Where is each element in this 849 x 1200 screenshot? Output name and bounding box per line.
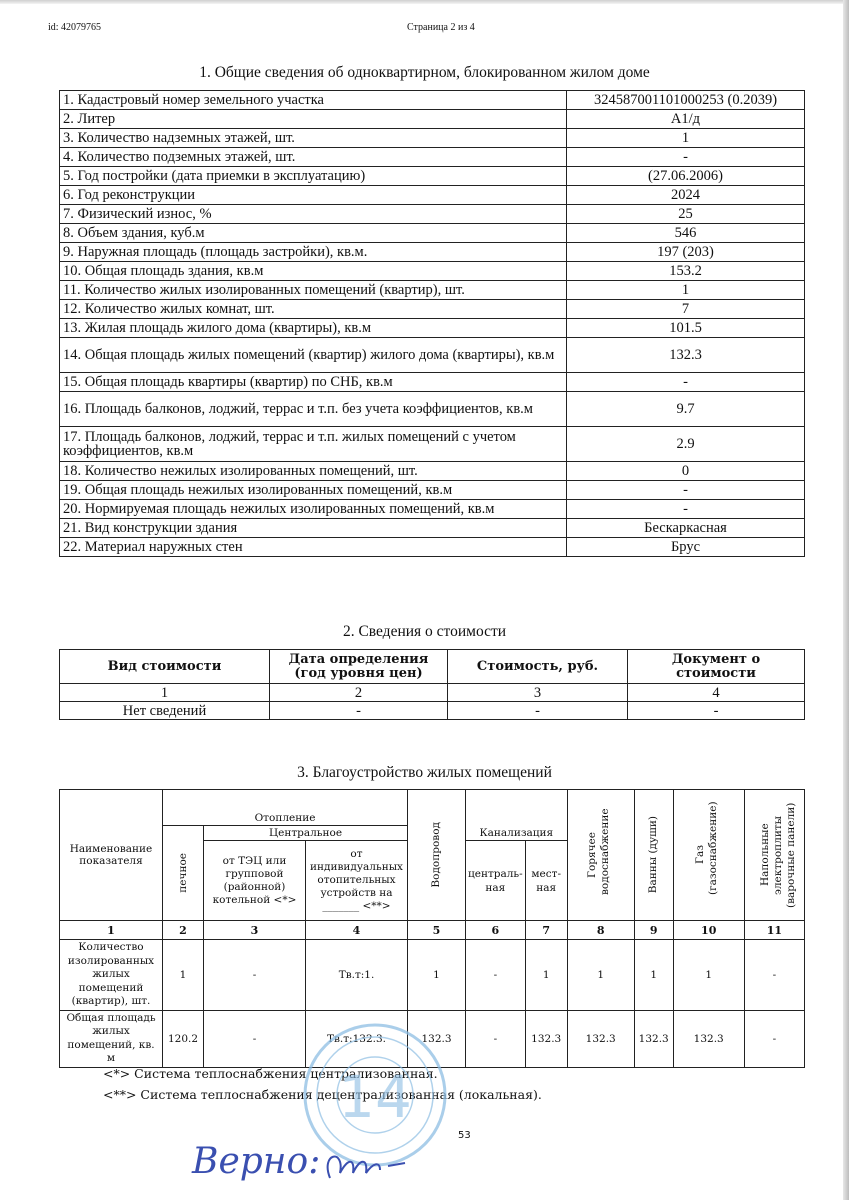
col-number: 8 [567,921,634,940]
cell: 132.3 [525,1010,567,1067]
row-label: 4. Количество подземных этажей, шт. [60,148,567,167]
row-label: 9. Наружная площадь (площадь застройки), кв.м. [60,243,567,262]
row-label: 17. Площадь балконов, лоджий, террас и т.п. жилых помещений с учетом коэффициентов, кв.м [60,427,567,462]
table-row [60,129,805,148]
table-row [60,148,805,167]
col-number: 2 [270,684,448,702]
row-value: 1 [567,129,805,148]
cell: 1 [673,940,744,1011]
table-row [60,373,805,392]
table-row [60,481,805,500]
row-label: 2. Литер [60,110,567,129]
scan-right-edge [843,0,849,1200]
table-row [60,110,805,129]
col-number: 5 [408,921,466,940]
cell: 120.2 [163,1010,204,1067]
cell: - [744,1010,804,1067]
table-row [60,281,805,300]
table-row [60,167,805,186]
row-value: 9.7 [567,392,805,427]
row-label: 14. Общая площадь жилых помещений (квартир) жилого дома (квартиры), кв.м [60,338,567,373]
document-id: id: 42079765 [48,22,102,33]
col-number: 1 [60,684,270,702]
cell: 1 [163,940,204,1011]
cost-table-header [60,650,805,684]
row-label: 5. Год постройки (дата приемки в эксплуатацию) [60,167,567,186]
row-value: (27.06.2006) [567,167,805,186]
cell: Нет сведений [60,702,270,720]
row-label: 11. Количество жилых изолированных помещений (квартир), шт. [60,281,567,300]
row-label: 7. Физический износ, % [60,205,567,224]
cell: Тв.т:1. [306,940,408,1011]
table-row [60,500,805,519]
row-value: - [567,148,805,167]
row-label: 3. Количество надземных этажей, шт. [60,129,567,148]
col-number: 6 [466,921,526,940]
col-number: 4 [306,921,408,940]
row-label: 22. Материал наружных стен [60,538,567,557]
col-header-document: Документ о стоимости [628,650,805,684]
table-row [60,462,805,481]
col-header-cost-type: Вид стоимости [60,650,270,684]
row-value: Брус [567,538,805,557]
row-label: 1. Кадастровый номер земельного участка [60,91,567,110]
col-number: 4 [628,684,805,702]
table-row [60,338,805,373]
col-header-hot-water: Горячее водоснабжение [567,790,634,921]
general-info-table [59,90,805,557]
table-row [60,392,805,427]
row-value: 25 [567,205,805,224]
cell: - [466,940,526,1011]
col-header-stove: печное [163,826,204,921]
cell: 132.3 [408,1010,466,1067]
row-label: 16. Площадь балконов, лоджий, террас и т.п. без учета коэффициентов, кв.м [60,392,567,427]
col-header-from-tec: от ТЭЦ или групповой (районной) котельной <*> [204,841,306,921]
col-number: 2 [163,921,204,940]
row-label: Общая площадь жилых помещений, кв. м [60,1010,163,1067]
row-value: 0 [567,462,805,481]
cell: - [204,1010,306,1067]
row-value: 197 (203) [567,243,805,262]
table-row [60,519,805,538]
col-header-water: Водопровод [408,790,466,921]
cell: - [744,940,804,1011]
row-label: 15. Общая площадь квартиры (квартир) по СНБ, кв.м [60,373,567,392]
row-value: 2.9 [567,427,805,462]
col-number: 11 [744,921,804,940]
cell: 1 [634,940,673,1011]
col-header-baths: Ванны (души) [634,790,673,921]
row-label: 19. Общая площадь нежилых изолированных помещений, кв.м [60,481,567,500]
table-row [60,186,805,205]
row-label: 18. Количество нежилых изолированных помещений, шт. [60,462,567,481]
row-value: 153.2 [567,262,805,281]
page-number: 53 [458,1130,471,1141]
row-value: - [567,373,805,392]
cell: 132.3 [634,1010,673,1067]
row-label: 6. Год реконструкции [60,186,567,205]
cost-table-numbers [60,684,805,702]
table-row [60,427,805,462]
row-value: А1/д [567,110,805,129]
row-value: 324587001101000253 (0.2039) [567,91,805,110]
footnote-local: <**> Система теплоснабжения децентрализованная (локальная). [103,1087,542,1102]
table-row [60,262,805,281]
col-header-sewer-central: централь-ная [466,841,526,921]
stamp-number: 14 [338,1063,412,1131]
footnote-central: <*> Система теплоснабжения централизованная. [103,1066,438,1081]
row-value: 2024 [567,186,805,205]
page-indicator: Страница 2 из 4 [407,22,475,33]
col-header-name: Наименование показателя [60,790,163,921]
section1-title: 1. Общие сведения об одноквартирном, блокированном жилом доме [199,64,650,81]
row-value: - [567,481,805,500]
col-header-sewer-local: мест-ная [525,841,567,921]
col-header-sewerage: Канализация [466,790,568,841]
signature-scribble [328,1157,405,1178]
cell: 1 [567,940,634,1011]
cost-table [59,649,805,720]
col-header-heating: Отопление [163,790,408,826]
amenities-column-numbers [60,921,805,940]
row-value: 132.3 [567,338,805,373]
cell: - [270,702,448,720]
col-number: 9 [634,921,673,940]
table-row [60,205,805,224]
cell: 132.3 [567,1010,634,1067]
table-row [60,243,805,262]
cell: 132.3 [673,1010,744,1067]
col-header-central: Центральное [204,826,408,841]
cell: - [204,940,306,1011]
cell: 1 [525,940,567,1011]
table-row [60,319,805,338]
row-label: 12. Количество жилых комнат, шт. [60,300,567,319]
cell: 1 [408,940,466,1011]
table-row [60,702,805,720]
scan-top-edge [0,0,849,4]
col-number: 1 [60,921,163,940]
table-row [60,300,805,319]
table-row [60,940,805,1011]
col-number: 3 [448,684,628,702]
row-value: 1 [567,281,805,300]
col-header-gas: Газ (газоснабжение) [673,790,744,921]
cell: - [466,1010,526,1067]
row-value: 546 [567,224,805,243]
table-row [60,224,805,243]
row-value: Бескаркасная [567,519,805,538]
table-row [60,1010,805,1067]
row-label: 10. Общая площадь здания, кв.м [60,262,567,281]
col-number: 7 [525,921,567,940]
table-row [60,538,805,557]
cell: - [448,702,628,720]
col-number: 3 [204,921,306,940]
col-header-from-individual: от индивидуальных отопительных устройств на _______ <**> [306,841,408,921]
row-label: 13. Жилая площадь жилого дома (квартиры), кв.м [60,319,567,338]
signature [190,1128,430,1198]
row-label: Количество изолированных жилых помещений (квартир), шт. [60,940,163,1011]
col-header-cost: Стоимость, руб. [448,650,628,684]
col-number: 10 [673,921,744,940]
section3-title: 3. Благоустройство жилых помещений [297,764,552,781]
table-row [60,91,805,110]
signature-text: Верно: [192,1141,321,1182]
cell: Тв.т:132.3. [306,1010,408,1067]
row-label: 20. Нормируемая площадь нежилых изолированных помещений, кв.м [60,500,567,519]
row-value: - [567,500,805,519]
row-label: 8. Объем здания, куб.м [60,224,567,243]
row-value: 101.5 [567,319,805,338]
col-header-electric-stoves: Напольные электроплиты (варочные панели) [744,790,804,921]
section2-title: 2. Сведения о стоимости [342,623,507,640]
amenities-table [59,789,805,1068]
row-value: 7 [567,300,805,319]
cell: - [628,702,805,720]
row-label: 21. Вид конструкции здания [60,519,567,538]
col-header-date: Дата определения (год уровня цен) [270,650,448,684]
